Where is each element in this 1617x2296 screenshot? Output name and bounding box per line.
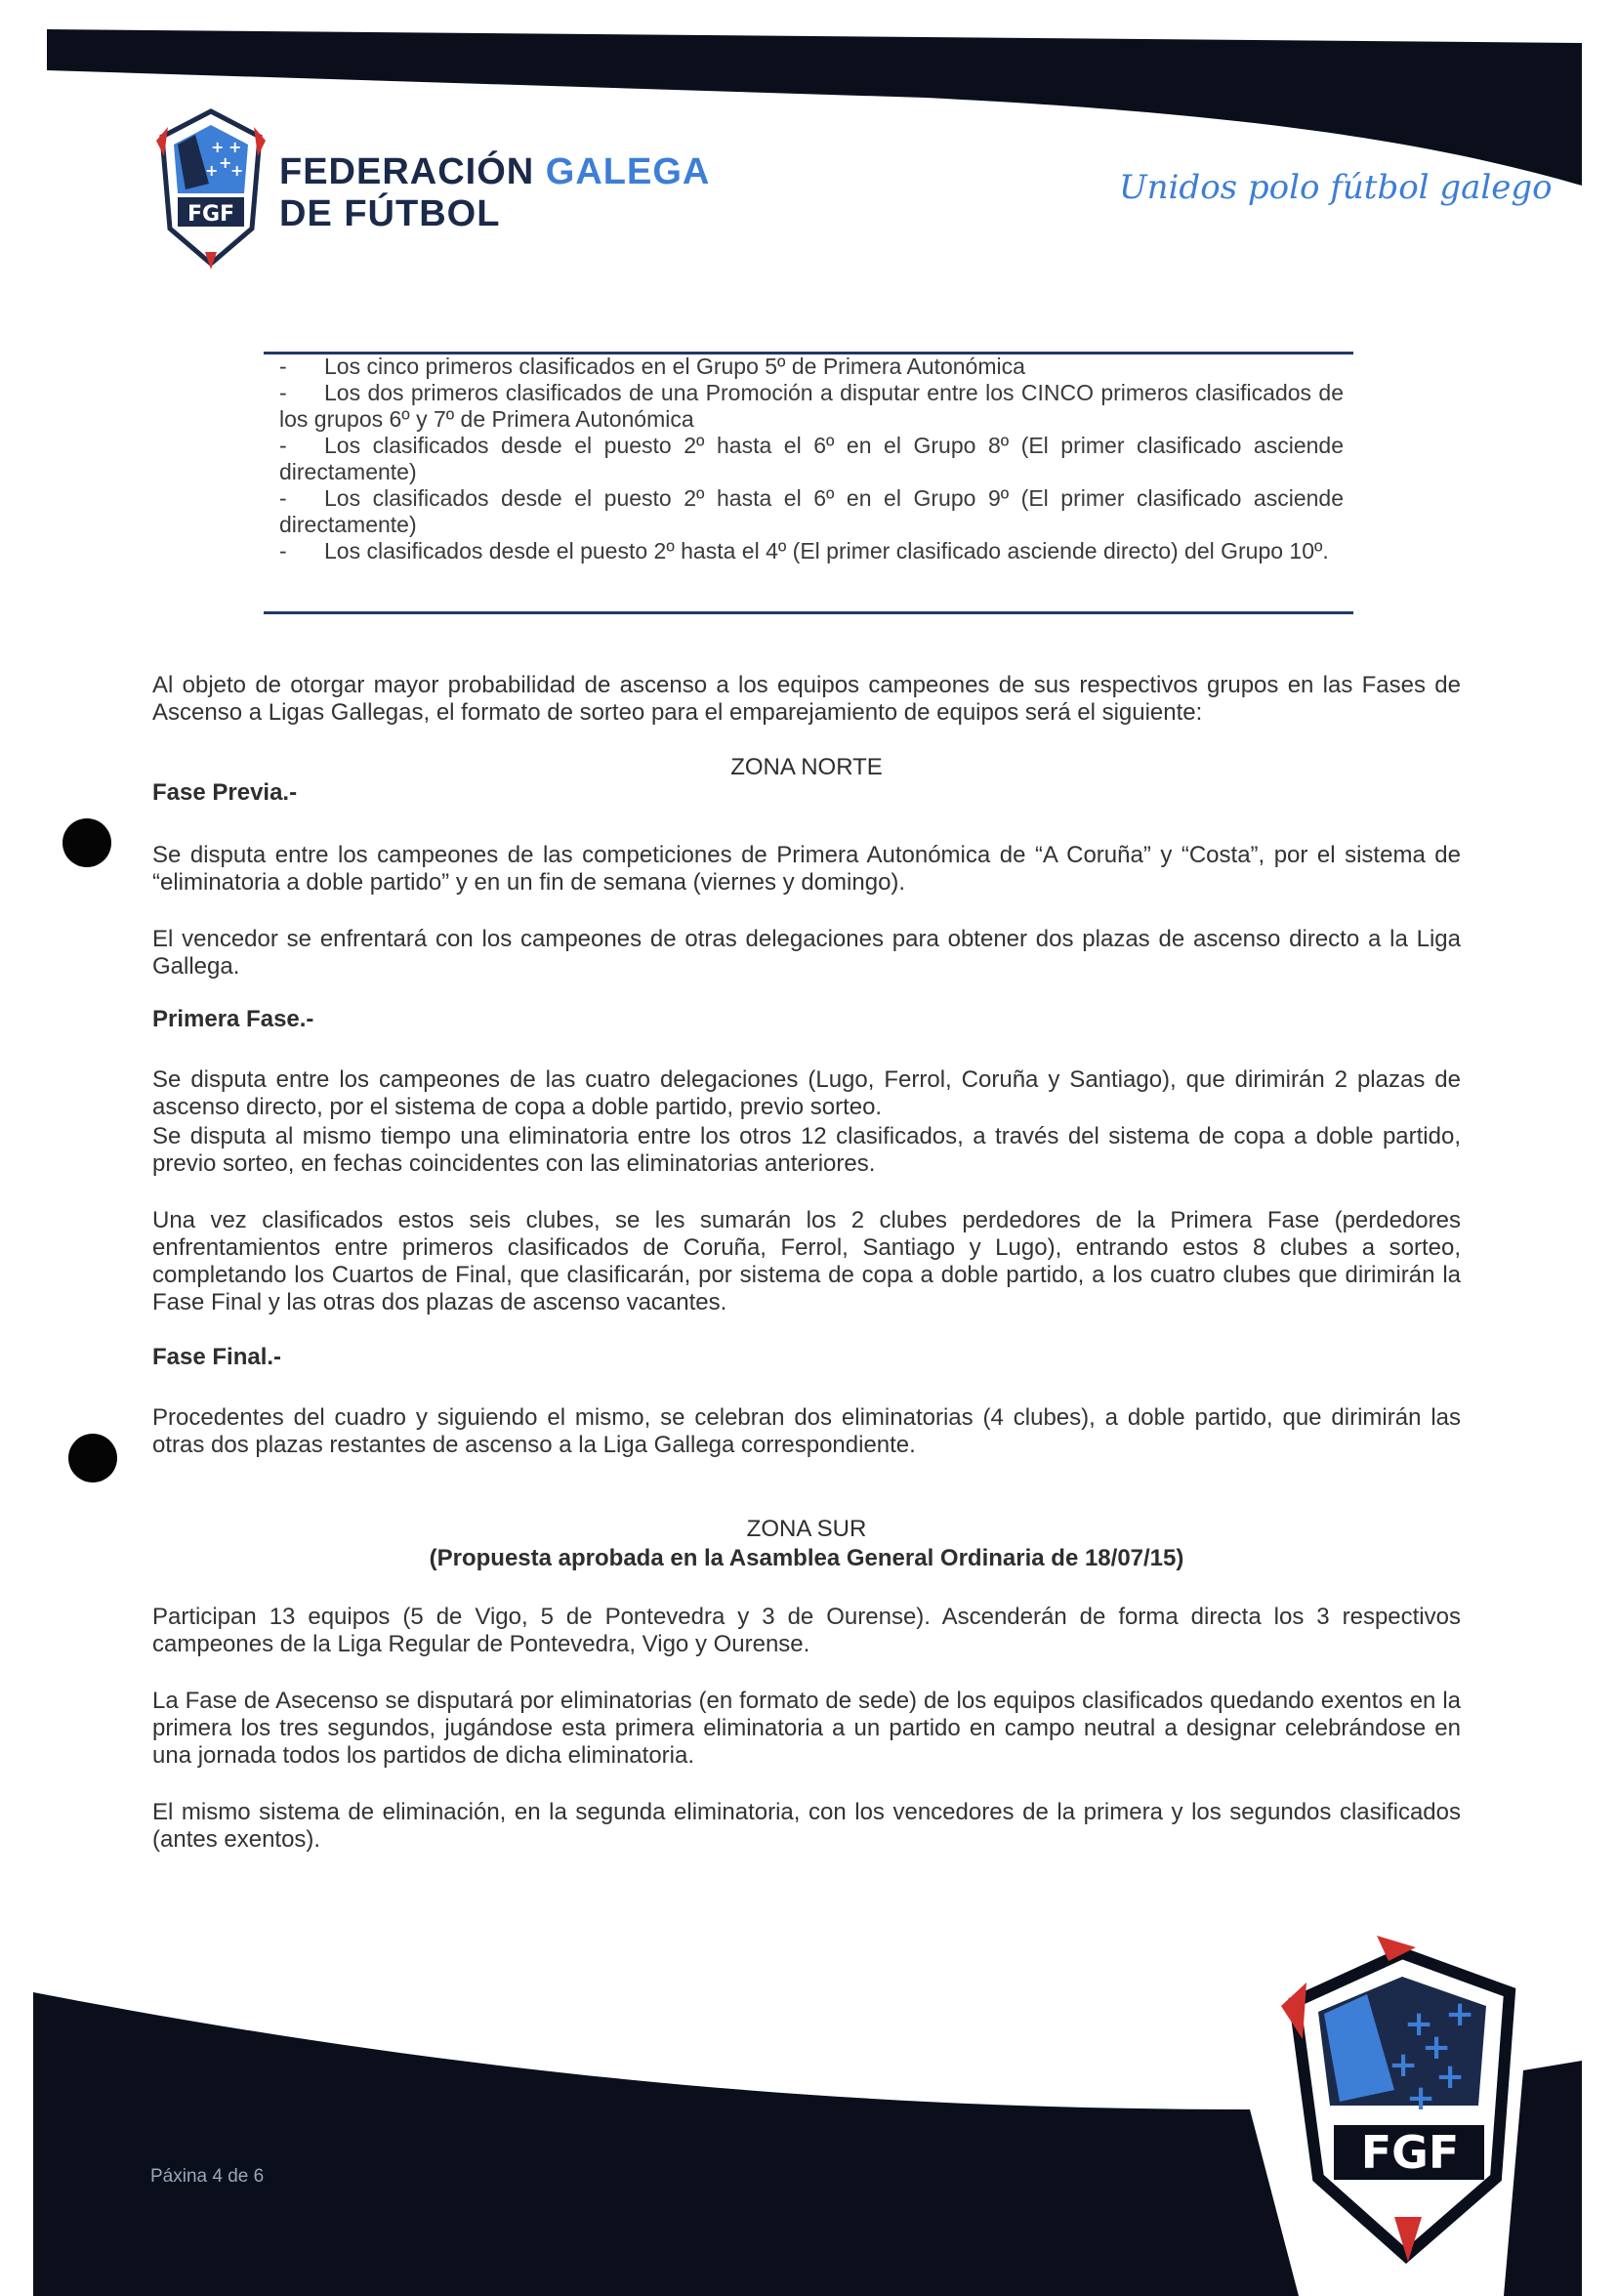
svg-text:+: + (1445, 1994, 1475, 2034)
primera-fase-p1: Se disputa entre los campeones de las cuatro delegaciones (Lugo, Ferrol, Coruña y Santiago), que dirimirán 2 plazas de ascenso directo, por el sistema de copa a doble partido, previo sorteo. (152, 1066, 1461, 1120)
svg-text:+: + (1435, 2057, 1466, 2097)
zona-norte-title: ZONA NORTE (730, 754, 883, 780)
header-logo-text: FGF (187, 202, 235, 227)
primera-fase-heading: Primera Fase.- (152, 1006, 314, 1032)
brand-title-line2: DE FÚTBOL (279, 193, 501, 234)
svg-text:+: + (211, 138, 225, 156)
page-number: Páxina 4 de 6 (150, 2166, 265, 2187)
brand-galega: GALEGA (545, 151, 711, 192)
primera-fase-p3: Una vez clasificados estos seis clubes, se les sumarán los 2 clubes perdedores de la Primera Fase (perdedores enfrentamientos entre primeros clasificados de Coruña, Ferrol, Santiago y Lugo), entrando estos 8 clubes a sorteo, completando los Cuartos de Final, que clasificarán, por sistema de copa a doble partido, a los cuatro clubes que dirimirán la Fase Final y las otras dos plazas de ascenso vacantes. (152, 1207, 1461, 1315)
header-tagline: Unidos polo fútbol galego (1119, 168, 1553, 207)
list-bottom-rule (264, 611, 1353, 614)
svg-text:+: + (1422, 2027, 1452, 2067)
zona-sur-p3: El mismo sistema de eliminación, en la segunda eliminatoria, con los vencedores de la primera y los segundos clasificados (antes exentos). (152, 1799, 1461, 1853)
zona-sur-title: ZONA SUR (746, 1516, 867, 1542)
svg-text:+: + (1406, 2078, 1436, 2118)
fgf-large-shield-icon (1279, 1934, 1533, 2266)
svg-text:+: + (205, 161, 219, 180)
list-item: - Los clasificados desde el puesto 2º hasta el 4º (El primer clasificado asciende directo) del Grupo 10º. (279, 538, 1329, 564)
fase-final-p1: Procedentes del cuadro y siguiendo el mismo, se celebran dos eliminatorias (4 clubes), a doble partido, que dirimirán las otras dos plazas restantes de ascenso a la Liga Gallega correspondiente. (152, 1404, 1461, 1458)
svg-text:+: + (1404, 2004, 1434, 2044)
zona-sur-p2: La Fase de Asecenso se disputará por eliminatorias (en formato de sede) de los equipos clasificados quedando exentos en la primera los tres segundos, jugándose esta primera eliminatoria a un partido en campo neutral a designar celebrándose en una jornada todos los partidos de dicha eliminatoria. (152, 1688, 1461, 1769)
fase-previa-heading: Fase Previa.- (152, 779, 298, 806)
zona-sur-subtitle: (Propuesta aprobada en la Asamblea General Ordinaria de 18/07/15) (429, 1545, 1184, 1571)
brand-federacion: FEDERACIÓN (279, 151, 535, 192)
list-item: - Los cinco primeros clasificados en el Grupo 5º de Primera Autonómica (279, 354, 1025, 379)
svg-text:+: + (219, 153, 232, 172)
list-item: - Los dos primeros clasificados de una Promoción a disputar entre los CINCO primeros clasificados de los grupos 6º y 7º de Primera Autonómica (279, 380, 1344, 432)
qualifiers-list (279, 354, 1344, 564)
fase-final-heading: Fase Final.- (152, 1344, 282, 1370)
punch-hole (68, 1434, 117, 1482)
svg-text:+: + (230, 161, 244, 180)
brand-title-line1 (279, 151, 710, 193)
fase-previa-p2: El vencedor se enfrentará con los campeones de otras delegaciones para obtener dos plazas de ascenso directo a la Liga Gallega. (152, 926, 1461, 980)
svg-text:+: + (1389, 2045, 1419, 2085)
fase-previa-p1: Se disputa entre los campeones de las competiciones de Primera Autonómica de “A Coruña” y “Costa”, por el sistema de “eliminatoria a doble partido” y en un fin de semana (viernes y domingo). (152, 842, 1461, 896)
svg-text:+: + (228, 138, 242, 156)
primera-fase-p2: Se disputa al mismo tiempo una eliminatoria entre los otros 12 clasificados, a través del sistema de copa a doble partido, previo sorteo, en fechas coincidentes con las eliminatorias anteriores. (152, 1123, 1461, 1177)
fgf-shield-icon (156, 107, 266, 270)
punch-hole (62, 818, 111, 867)
footer-logo-text: FGF (1360, 2126, 1460, 2179)
list-item: - Los clasificados desde el puesto 2º hasta el 6º en el Grupo 9º (El primer clasificado asciende directamente) (279, 485, 1344, 537)
list-item: - Los clasificados desde el puesto 2º hasta el 6º en el Grupo 8º (El primer clasificado asciende directamente) (279, 433, 1344, 484)
header-band (47, 29, 1582, 186)
zona-sur-p1: Participan 13 equipos (5 de Vigo, 5 de Pontevedra y 3 de Ourense). Ascenderán de forma directa los 3 respectivos campeones de la Liga Regular de Pontevedra, Vigo y Ourense. (152, 1604, 1461, 1657)
intro-paragraph: Al objeto de otorgar mayor probabilidad de ascenso a los equipos campeones de sus respectivos grupos en las Fases de Ascenso a Ligas Gallegas, el formato de sorteo para el emparejamiento de equipos será el siguiente: (152, 672, 1461, 726)
